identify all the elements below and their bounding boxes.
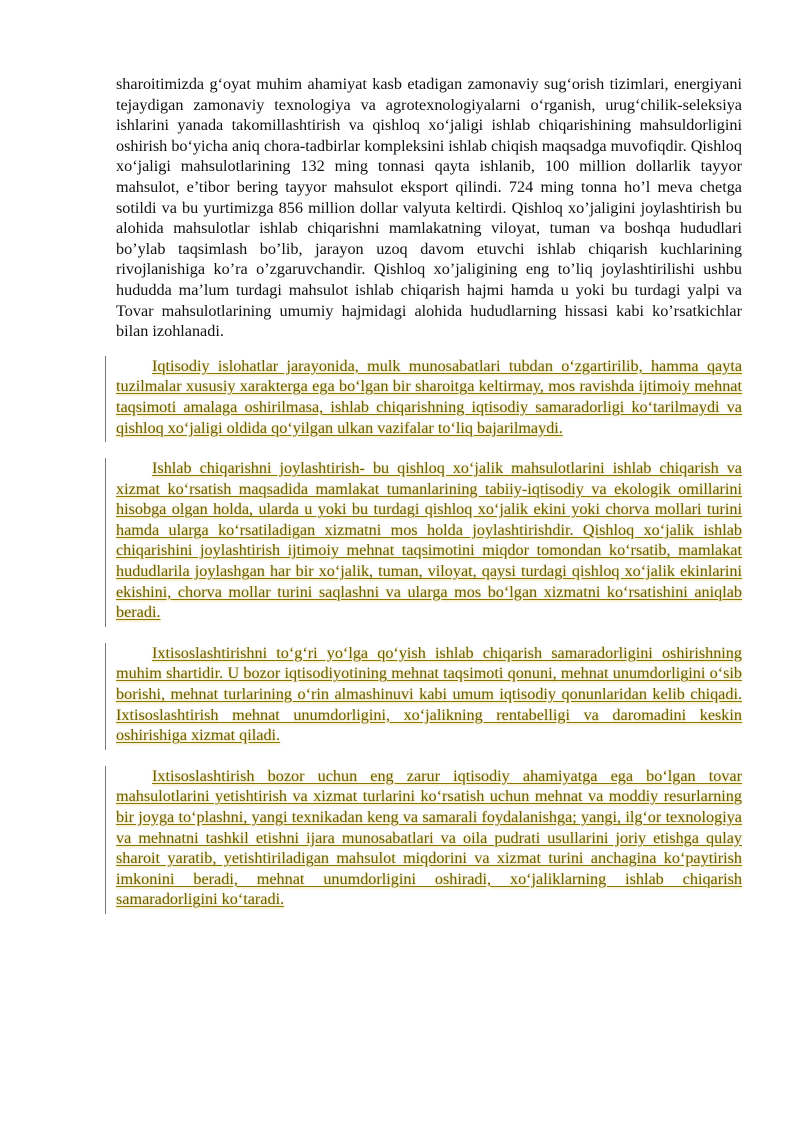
change-bar — [105, 643, 106, 750]
change-bar — [105, 766, 106, 914]
change-bar — [105, 356, 106, 442]
tracked-paragraph-text: Ixtisoslashtirishni to‘g‘ri yo‘lga qo‘yish ishlab chiqarish samaradorligini oshirishning muhim shartidir. U bozor iqtisodiyotining mehnat taqsimoti qonuni, mehnat unumdorligini o‘sib borishi, mehnat turlarining o‘rin almashinuvi kabi umum iqtisodiy qonunlaridan kelib chiqadi. Ixtisoslashtirish mehnat unumdorligini, xo‘jalikning rentabelligi va daromadini keskin oshirishiga xizmat qiladi. — [116, 643, 742, 745]
tracked-paragraph-text: Iqtisodiy islohatlar jarayonida, mulk munosabatlari tubdan o‘zgartirilib, hamma qayta tuzilmalar xususiy xarakterga ega bo‘lgan bir sharoitga keltirmay, mos ravishda ijtimoiy mehnat taqsimoti amalaga oshirilmasa, ishlab chiqarishning iqtisodiy samaradorligi ko‘tarilmaydi va qishloq xo‘jaligi oldida qo‘yilgan ulkan vazifalar to‘liq bajarilmaydi. — [116, 356, 742, 437]
tracked-paragraph-text: Ixtisoslashtirish bozor uchun eng zarur iqtisodiy ahamiyatga ega bo‘lgan tovar mahsulotlarini yetishtirish va xizmat turlarini ko‘rsatish uchun mehnat va moddiy resurlarning bir joyga to‘plashni, yangi texnikadan keng va samarali foydalanishga; yangi, ilg‘or texnologiya va mehnatni tashkil etishni ijara munosabatlari va oila pudrati usullarini joriy etishga qulay sharoit yaratib, yetishtiriladigan mahsulot miqdorini va xizmat turini anchagina ko‘paytirish imkonini beradi, mehnat unumdorligini oshiradi, xo‘jaliklarning ishlab chiqarish samaradorligini ko‘taradi. — [116, 766, 742, 909]
body-paragraph-intro: sharoitimizda g‘oyat muhim ahamiyat kasb etadigan zamonaviy sug‘orish tizimlari, energiyani tejaydigan zamonaviy texnologiya va agrotexnologiyalarni o‘rganish, urug‘chilik-seleksiya ishlarini yanada takomillashtirish va qishloq xo‘jaligi ishlab chiqarishining mahsuldorligini oshirish bo‘yicha aniq chora-tadbirlar kompleksini ishlab chiqish maqsadga muvofiqdir. Qishloq xo‘jaligi mahsulotlarining 132 ming tonnasi qayta ishlanib, 100 million dollarlik tayyor mahsulot, e’tibor bering tayyor mahsulot eksport qilindi. 724 ming tonna ho’l meva chetga sotildi va bu yurtimizga 856 million dollar valyuta keltirdi. Qishloq xo’jaligini joylashtirish bu alohida mahsulotlar ishlab chiqarishni mamlakatning viloyat, tuman va boshqa hududlari bo’ylab taqsimlash bo’lib, jarayon uzoq davom etuvchi ishlab chiqarish kuchlarining rivojlanishiga ko’ra o’zgaruvchandir. Qishloq xo’jaligining eng to’liq joylashtirilishi ushbu hududda ma’lum turdagi mahsulot ishlab chiqarish hajmi hamda u yoki bu turdagi yalpi va Tovar mahsulotlarining umumiy hajmidagi alohida hududlarning hissasi kabi ko’rsatkichlar bilan izohlanadi. — [116, 75, 742, 341]
tracked-paragraph-reforms — [116, 356, 742, 438]
change-bar — [105, 458, 106, 627]
tracked-paragraph-market-specialization — [116, 766, 742, 910]
tracked-paragraph-specialization — [116, 643, 742, 746]
tracked-paragraph-text: Ishlab chiqarishni joylashtirish- bu qishloq xo‘jalik mahsulotlarini ishlab chiqarish va xizmat ko‘rsatish maqsadida mamlakat tumanlarining tabiiy-iqtisodiy va ekologik omillarini hisobga olgan holda, ularda u yoki bu turdagi qishloq xo‘jalik ekini yoki chorva mollari turini hamda ularga ko‘rsatiladigan xizmatni mos holda joylashtirishdir. Qishloq xo‘jalik ishlab chiqarishini joylashtirish ijtimoiy mehnat taqsimotini miqdor tomondan ko‘rsatib, mamlakat hududlarila joylashgan har bir xo‘jalik, tuman, viloyat, qaysi turdagi qishloq xo‘jalik ekinlarini ekishini, chorva mollar turini saqlashni va ularga mos bo‘lgan xizmatni ko‘rsatishini aniqlab beradi. — [116, 459, 742, 622]
document-page — [116, 74, 742, 930]
tracked-paragraph-placement — [116, 458, 742, 623]
